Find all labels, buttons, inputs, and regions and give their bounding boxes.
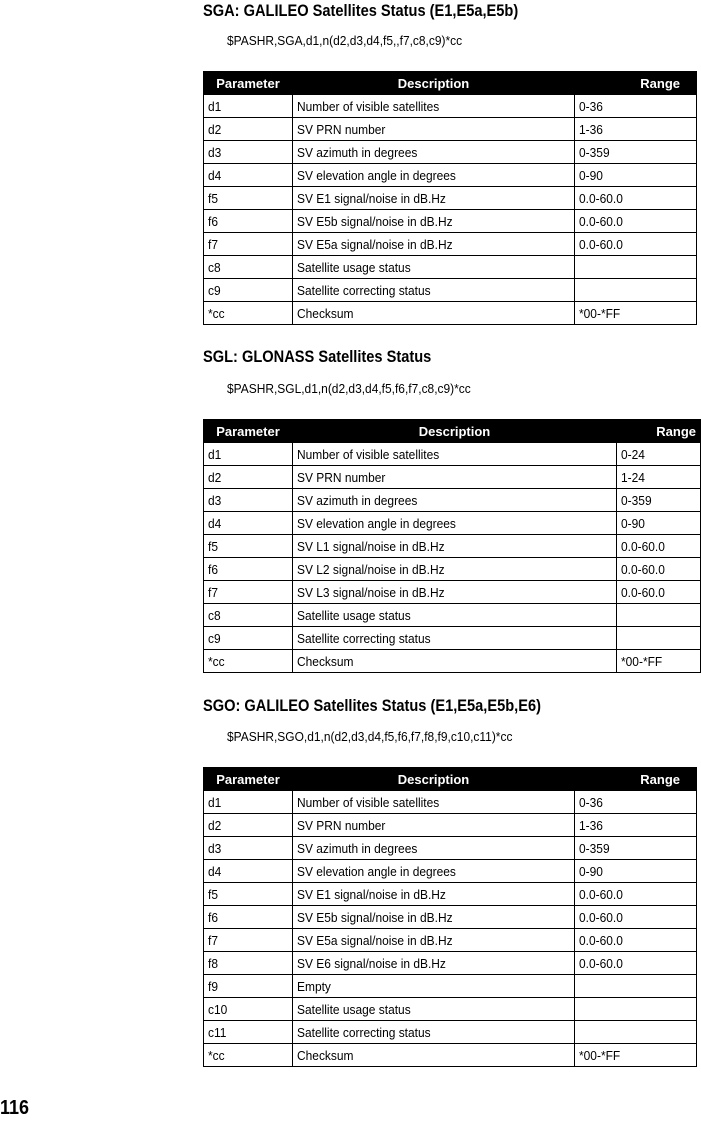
cell-range: 0.0-60.0 <box>617 558 701 581</box>
cell-parameter: f6 <box>204 558 293 581</box>
cell-description: SV L2 signal/noise in dB.Hz <box>293 558 617 581</box>
column-header-description: Description <box>293 420 617 443</box>
cell-description: SV L1 signal/noise in dB.Hz <box>293 535 617 558</box>
cell-parameter: d3 <box>204 837 293 860</box>
cell-range: 0-359 <box>575 837 697 860</box>
table-row <box>204 489 701 512</box>
cell-description: SV L3 signal/noise in dB.Hz <box>293 581 617 604</box>
table-row <box>204 860 697 883</box>
cell-description: Checksum <box>293 650 617 673</box>
table-row <box>204 558 701 581</box>
cell-range <box>575 975 697 998</box>
cell-parameter: c10 <box>204 998 293 1021</box>
cell-range: 0-90 <box>575 860 697 883</box>
table-row <box>204 906 697 929</box>
table-row <box>204 443 701 466</box>
cell-description: Satellite correcting status <box>293 1021 575 1044</box>
cell-parameter: c8 <box>204 604 293 627</box>
cell-description: SV azimuth in degrees <box>293 141 575 164</box>
cell-range: *00-*FF <box>617 650 701 673</box>
cell-range: 1-24 <box>617 466 701 489</box>
column-header-range: Range <box>575 768 697 791</box>
table-row <box>204 141 697 164</box>
column-header-parameter: Parameter <box>204 768 293 791</box>
table-header-row <box>204 420 701 443</box>
table-row <box>204 118 697 141</box>
table-row <box>204 1021 697 1044</box>
cell-range: 0-90 <box>575 164 697 187</box>
cell-description: Empty <box>293 975 575 998</box>
cell-parameter: d4 <box>204 164 293 187</box>
cell-description: Satellite usage status <box>293 998 575 1021</box>
cell-parameter: *cc <box>204 302 293 325</box>
cell-range <box>575 279 697 302</box>
table-row <box>204 791 697 814</box>
cell-description: SV elevation angle in degrees <box>293 512 617 535</box>
table-row <box>204 302 697 325</box>
cell-description: SV elevation angle in degrees <box>293 860 575 883</box>
table-row <box>204 650 701 673</box>
cell-description: SV azimuth in degrees <box>293 837 575 860</box>
cell-description: Number of visible satellites <box>293 95 575 118</box>
table-row <box>204 279 697 302</box>
cell-range: 0.0-60.0 <box>617 535 701 558</box>
cell-parameter: d2 <box>204 814 293 837</box>
table-header-row <box>204 768 697 791</box>
cell-parameter: *cc <box>204 650 293 673</box>
cell-parameter: d2 <box>204 466 293 489</box>
cell-parameter: d1 <box>204 791 293 814</box>
cell-parameter: f6 <box>204 906 293 929</box>
cell-description: Checksum <box>293 302 575 325</box>
cell-parameter: d3 <box>204 141 293 164</box>
cell-range <box>617 604 701 627</box>
cell-description: SV PRN number <box>293 814 575 837</box>
table-row <box>204 466 701 489</box>
table-row <box>204 187 697 210</box>
command-syntax: $PASHR,SGL,d1,n(d2,d3,d4,f5,f6,f7,c8,c9)*cc <box>227 381 471 396</box>
section-title: SGA: GALILEO Satellites Status (E1,E5a,E5b) <box>203 1 519 20</box>
column-header-description: Description <box>293 768 575 791</box>
cell-parameter: f7 <box>204 581 293 604</box>
cell-description: Checksum <box>293 1044 575 1067</box>
cell-range: 1-36 <box>575 814 697 837</box>
cell-description: SV E1 signal/noise in dB.Hz <box>293 187 575 210</box>
table-row <box>204 814 697 837</box>
cell-description: SV PRN number <box>293 466 617 489</box>
cell-description: SV E5a signal/noise in dB.Hz <box>293 233 575 256</box>
table-row <box>204 975 697 998</box>
section-title: SGL: GLONASS Satellites Status <box>203 347 432 366</box>
column-header-range: Range <box>617 420 701 443</box>
cell-parameter: f6 <box>204 210 293 233</box>
command-syntax: $PASHR,SGA,d1,n(d2,d3,d4,f5,,f7,c8,c9)*cc <box>227 33 463 48</box>
cell-description: SV E5a signal/noise in dB.Hz <box>293 929 575 952</box>
cell-parameter: f9 <box>204 975 293 998</box>
cell-description: SV E5b signal/noise in dB.Hz <box>293 210 575 233</box>
table-row <box>204 837 697 860</box>
column-header-parameter: Parameter <box>204 72 293 95</box>
cell-description: SV azimuth in degrees <box>293 489 617 512</box>
parameter-table <box>203 71 697 325</box>
cell-range: *00-*FF <box>575 1044 697 1067</box>
table-row <box>204 95 697 118</box>
cell-parameter: c11 <box>204 1021 293 1044</box>
cell-range: 1-36 <box>575 118 697 141</box>
cell-range <box>575 1021 697 1044</box>
table-row <box>204 883 697 906</box>
cell-range: 0.0-60.0 <box>575 929 697 952</box>
table-row <box>204 233 697 256</box>
table-row <box>204 952 697 975</box>
cell-range: 0.0-60.0 <box>575 210 697 233</box>
cell-parameter: f5 <box>204 187 293 210</box>
cell-range: 0.0-60.0 <box>575 952 697 975</box>
cell-range: 0.0-60.0 <box>617 581 701 604</box>
column-header-description: Description <box>293 72 575 95</box>
cell-range: 0.0-60.0 <box>575 883 697 906</box>
cell-range: 0-90 <box>617 512 701 535</box>
cell-description: SV PRN number <box>293 118 575 141</box>
cell-parameter: d3 <box>204 489 293 512</box>
cell-description: SV E5b signal/noise in dB.Hz <box>293 906 575 929</box>
parameter-table <box>203 767 697 1067</box>
cell-range: 0-24 <box>617 443 701 466</box>
cell-description: Satellite correcting status <box>293 627 617 650</box>
cell-parameter: *cc <box>204 1044 293 1067</box>
cell-range: 0-36 <box>575 791 697 814</box>
cell-parameter: d1 <box>204 443 293 466</box>
cell-parameter: c8 <box>204 256 293 279</box>
cell-range: 0.0-60.0 <box>575 906 697 929</box>
cell-range <box>617 627 701 650</box>
table-row <box>204 627 701 650</box>
cell-range: *00-*FF <box>575 302 697 325</box>
cell-range <box>575 998 697 1021</box>
section-title: SGO: GALILEO Satellites Status (E1,E5a,E5b,E6) <box>203 696 541 715</box>
column-header-parameter: Parameter <box>204 420 293 443</box>
column-header-range: Range <box>575 72 697 95</box>
cell-parameter: f5 <box>204 535 293 558</box>
table-row <box>204 1044 697 1067</box>
table-row <box>204 535 701 558</box>
page-number: 116 <box>0 1097 30 1119</box>
table-row <box>204 581 701 604</box>
cell-range: 0.0-60.0 <box>575 187 697 210</box>
cell-range: 0-359 <box>617 489 701 512</box>
parameter-table <box>203 419 701 673</box>
cell-parameter: d4 <box>204 512 293 535</box>
cell-description: Satellite correcting status <box>293 279 575 302</box>
cell-parameter: f7 <box>204 929 293 952</box>
cell-parameter: c9 <box>204 627 293 650</box>
table-row <box>204 512 701 535</box>
table-row <box>204 604 701 627</box>
command-syntax: $PASHR,SGO,d1,n(d2,d3,d4,f5,f6,f7,f8,f9,c10,c11)*cc <box>227 729 513 744</box>
table-row <box>204 929 697 952</box>
cell-parameter: c9 <box>204 279 293 302</box>
cell-parameter: f8 <box>204 952 293 975</box>
table-row <box>204 256 697 279</box>
cell-range <box>575 256 697 279</box>
cell-parameter: d4 <box>204 860 293 883</box>
cell-parameter: d2 <box>204 118 293 141</box>
table-row <box>204 164 697 187</box>
cell-description: SV E1 signal/noise in dB.Hz <box>293 883 575 906</box>
table-header-row <box>204 72 697 95</box>
cell-description: Number of visible satellites <box>293 443 617 466</box>
cell-range: 0-359 <box>575 141 697 164</box>
cell-description: SV elevation angle in degrees <box>293 164 575 187</box>
cell-description: Satellite usage status <box>293 604 617 627</box>
table-row <box>204 998 697 1021</box>
cell-range: 0-36 <box>575 95 697 118</box>
cell-parameter: d1 <box>204 95 293 118</box>
cell-description: Number of visible satellites <box>293 791 575 814</box>
table-row <box>204 210 697 233</box>
cell-parameter: f5 <box>204 883 293 906</box>
cell-range: 0.0-60.0 <box>575 233 697 256</box>
cell-parameter: f7 <box>204 233 293 256</box>
cell-description: SV E6 signal/noise in dB.Hz <box>293 952 575 975</box>
cell-description: Satellite usage status <box>293 256 575 279</box>
